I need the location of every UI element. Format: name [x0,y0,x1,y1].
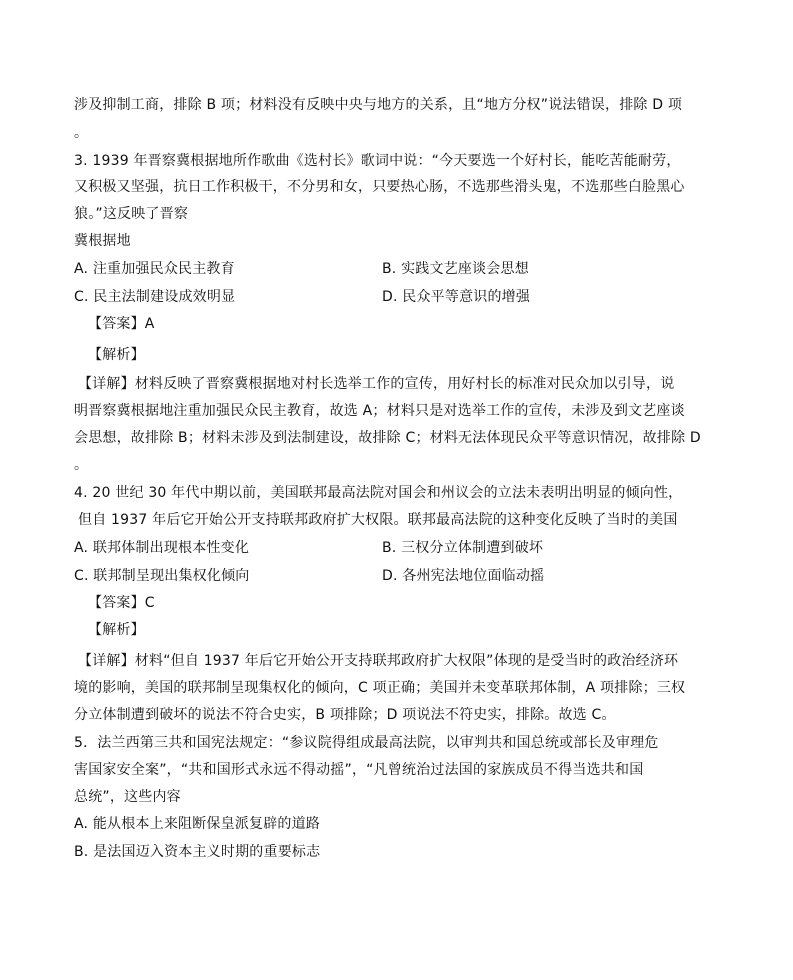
question-4-stem: 4. 20 世纪 30 年代中期以前，美国联邦最高法院对国会和州议会的立法未表明出明显的倾向性， [74,485,683,501]
question-4-option-a: A. 联邦体制出现根本性变化 [74,540,250,556]
question-3-analysis-heading: 【解析】 [88,347,145,363]
question-5-stem: 5．法兰西第三共和国宪法规定：“参议院得组成最高法院，以审判共和国总统或部长及审理危 [74,735,659,751]
question-4-stem: 但自 1937 年后它开始公开支持联邦政府扩大权限。联邦最高法院的这种变化反映了当时的美国 [78,512,678,528]
question-4-answer: 【答案】C [88,595,155,611]
question-4-detail: 分立体制遭到破坏的说法不符合史实，B 项排除；D 项说法不符史实，排除。故选 C。 [74,707,616,723]
question-3-stem: 狼。”这反映了晋察 [74,206,189,222]
question-4-option-d: D. 各州宪法地位面临动摇 [382,568,545,584]
question-3-detail: 。 [74,457,89,473]
question-4-detail: 【详解】材料“但自 1937 年后它开始公开支持联邦政府扩大权限”体现的是受当时的政治经济环 [78,653,679,669]
question-3-answer: 【答案】A [88,316,155,332]
question-3-option-a: A. 注重加强民众民主教育 [74,261,235,277]
question-5-option-b: B. 是法国迈入资本主义时期的重要标志 [74,844,321,860]
question-5-option-a: A. 能从根本上来阻断保皇派复辟的道路 [74,816,321,832]
question-3-stem: 冀根据地 [74,233,131,249]
question-3-option-c: C. 民主法制建设成效明显 [74,289,236,305]
question-3-stem: 又积极又坚强，抗日工作积极干，不分男和女，只要热心肠，不选那些滑头鬼，不选那些白脸黑心 [74,179,685,195]
question-3-option-b: B. 实践文艺座谈会思想 [382,261,529,277]
question-5-stem: 总统”，这些内容 [74,789,181,805]
question-3-stem: 3. 1939 年晋察冀根据地所作歌曲《选村长》歌词中说：“今天要选一个好村长，能吃苦能耐劳， [74,153,681,169]
question-4-analysis-heading: 【解析】 [88,622,145,638]
question-4-detail: 境的影响，美国的联邦制呈现集权化的倾向，C 项正确；美国并未变革联邦体制，A 项排除；三权 [74,680,686,696]
question-4-option-b: B. 三权分立体制遭到破坏 [382,540,544,556]
question-3-detail: 【详解】材料反映了晋察冀根据地对村长选举工作的宣传，用好村长的标准对民众加以引导，说 [78,376,675,392]
question-4-option-c: C. 联邦制呈现出集权化倾向 [74,568,250,584]
question-3-detail: 明晋察冀根据地注重加强民众民主教育，故选 A；材料只是对选举工作的宣传，未涉及到文艺座谈 [74,403,685,419]
question-5-stem: 害国家安全案”，“共和国形式永远不得动摇”，“凡曾统治过法国的家族成员不得当选共和国 [74,762,644,778]
question-3-option-d: D. 民众平等意识的增强 [382,289,531,305]
text-line: 涉及抑制工商，排除 B 项；材料没有反映中央与地方的关系，且“地方分权”说法错误，排除 D 项 [74,97,683,113]
text-line: 。 [74,125,89,141]
question-3-detail: 会思想，故排除 B；材料未涉及到法制建设，故排除 C；材料无法体现民众平等意识情况，故排除 D [74,430,701,446]
